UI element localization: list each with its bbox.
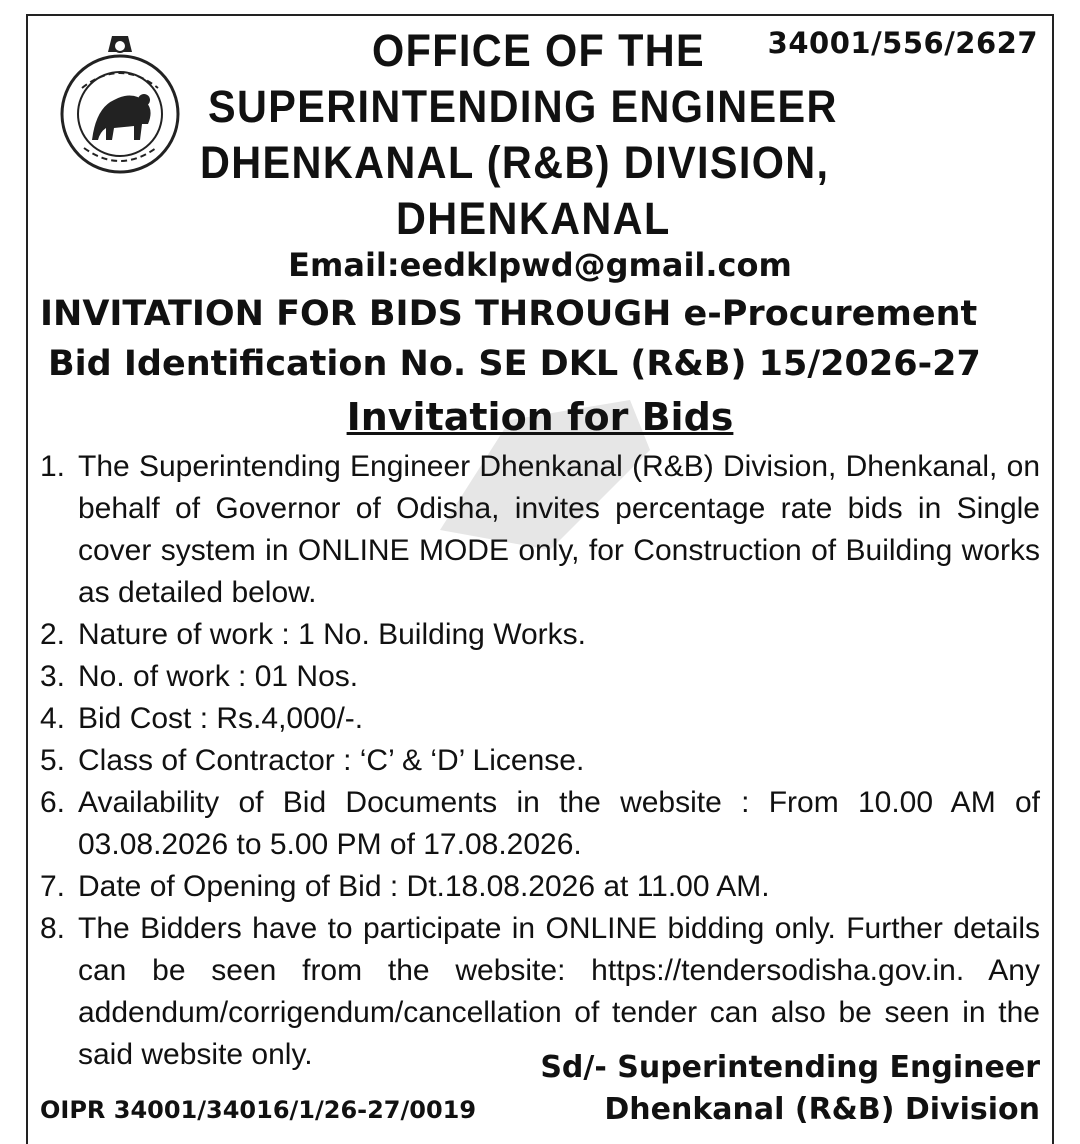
list-item: 5. Class of Contractor : ‘C’ & ‘D’ License. [40, 744, 585, 777]
notice-title: Invitation for Bids [346, 395, 734, 439]
list-item: 7. Date of Opening of Bid : Dt.18.08.2026 at 11.00 AM. [40, 870, 770, 903]
reference-number: 34001/556/2627 [767, 26, 1038, 60]
signature-line-2: Dhenkanal (R&B) Division [604, 1092, 1040, 1127]
signature-line-1: Sd/- Superintending Engineer [540, 1050, 1040, 1085]
list-item: 8. The Bidders have to participate in ONLINE bidding only. Further details can be seen from the website: https://tendersodisha.gov.in. Any addendum/corrigendum/cancellation of tender can also be seen in the said website only. [40, 912, 1040, 1071]
notice-heading: INVITATION FOR BIDS THROUGH e-Procurement [40, 294, 978, 334]
office-email: Email:eedklpwd@gmail.com [288, 246, 792, 284]
odisha-government-seal-icon [52, 28, 188, 178]
office-line-2: SUPERINTENDING ENGINEER [208, 81, 838, 132]
office-line-4: DHENKANAL [396, 193, 671, 244]
oipr-number: OIPR 34001/34016/1/26-27/0019 [40, 1096, 477, 1124]
list-item: 6. Availability of Bid Documents in the website : From 10.00 AM of 03.08.2026 to 5.00 PM of 17.08.2026. [40, 786, 1040, 861]
office-line-3: DHENKANAL (R&B) DIVISION, [200, 137, 830, 188]
office-line-1: OFFICE OF THE [372, 25, 706, 76]
list-item: 3. No. of work : 01 Nos. [40, 660, 359, 693]
list-item: 1. The Superintending Engineer Dhenkanal (R&B) Division, Dhenkanal, on behalf of Governor of Odisha, invites percentage rate bids in Single cover system in ONLINE MODE only, for Construction of Building works as detailed below. [40, 450, 1040, 609]
bid-identification: Bid Identification No. SE DKL (R&B) 15/2026-27 [48, 344, 981, 384]
list-item: 4. Bid Cost : Rs.4,000/-. [40, 702, 364, 735]
list-item: 2. Nature of work : 1 No. Building Works. [40, 618, 586, 651]
bid-items-list [40, 446, 1040, 1076]
